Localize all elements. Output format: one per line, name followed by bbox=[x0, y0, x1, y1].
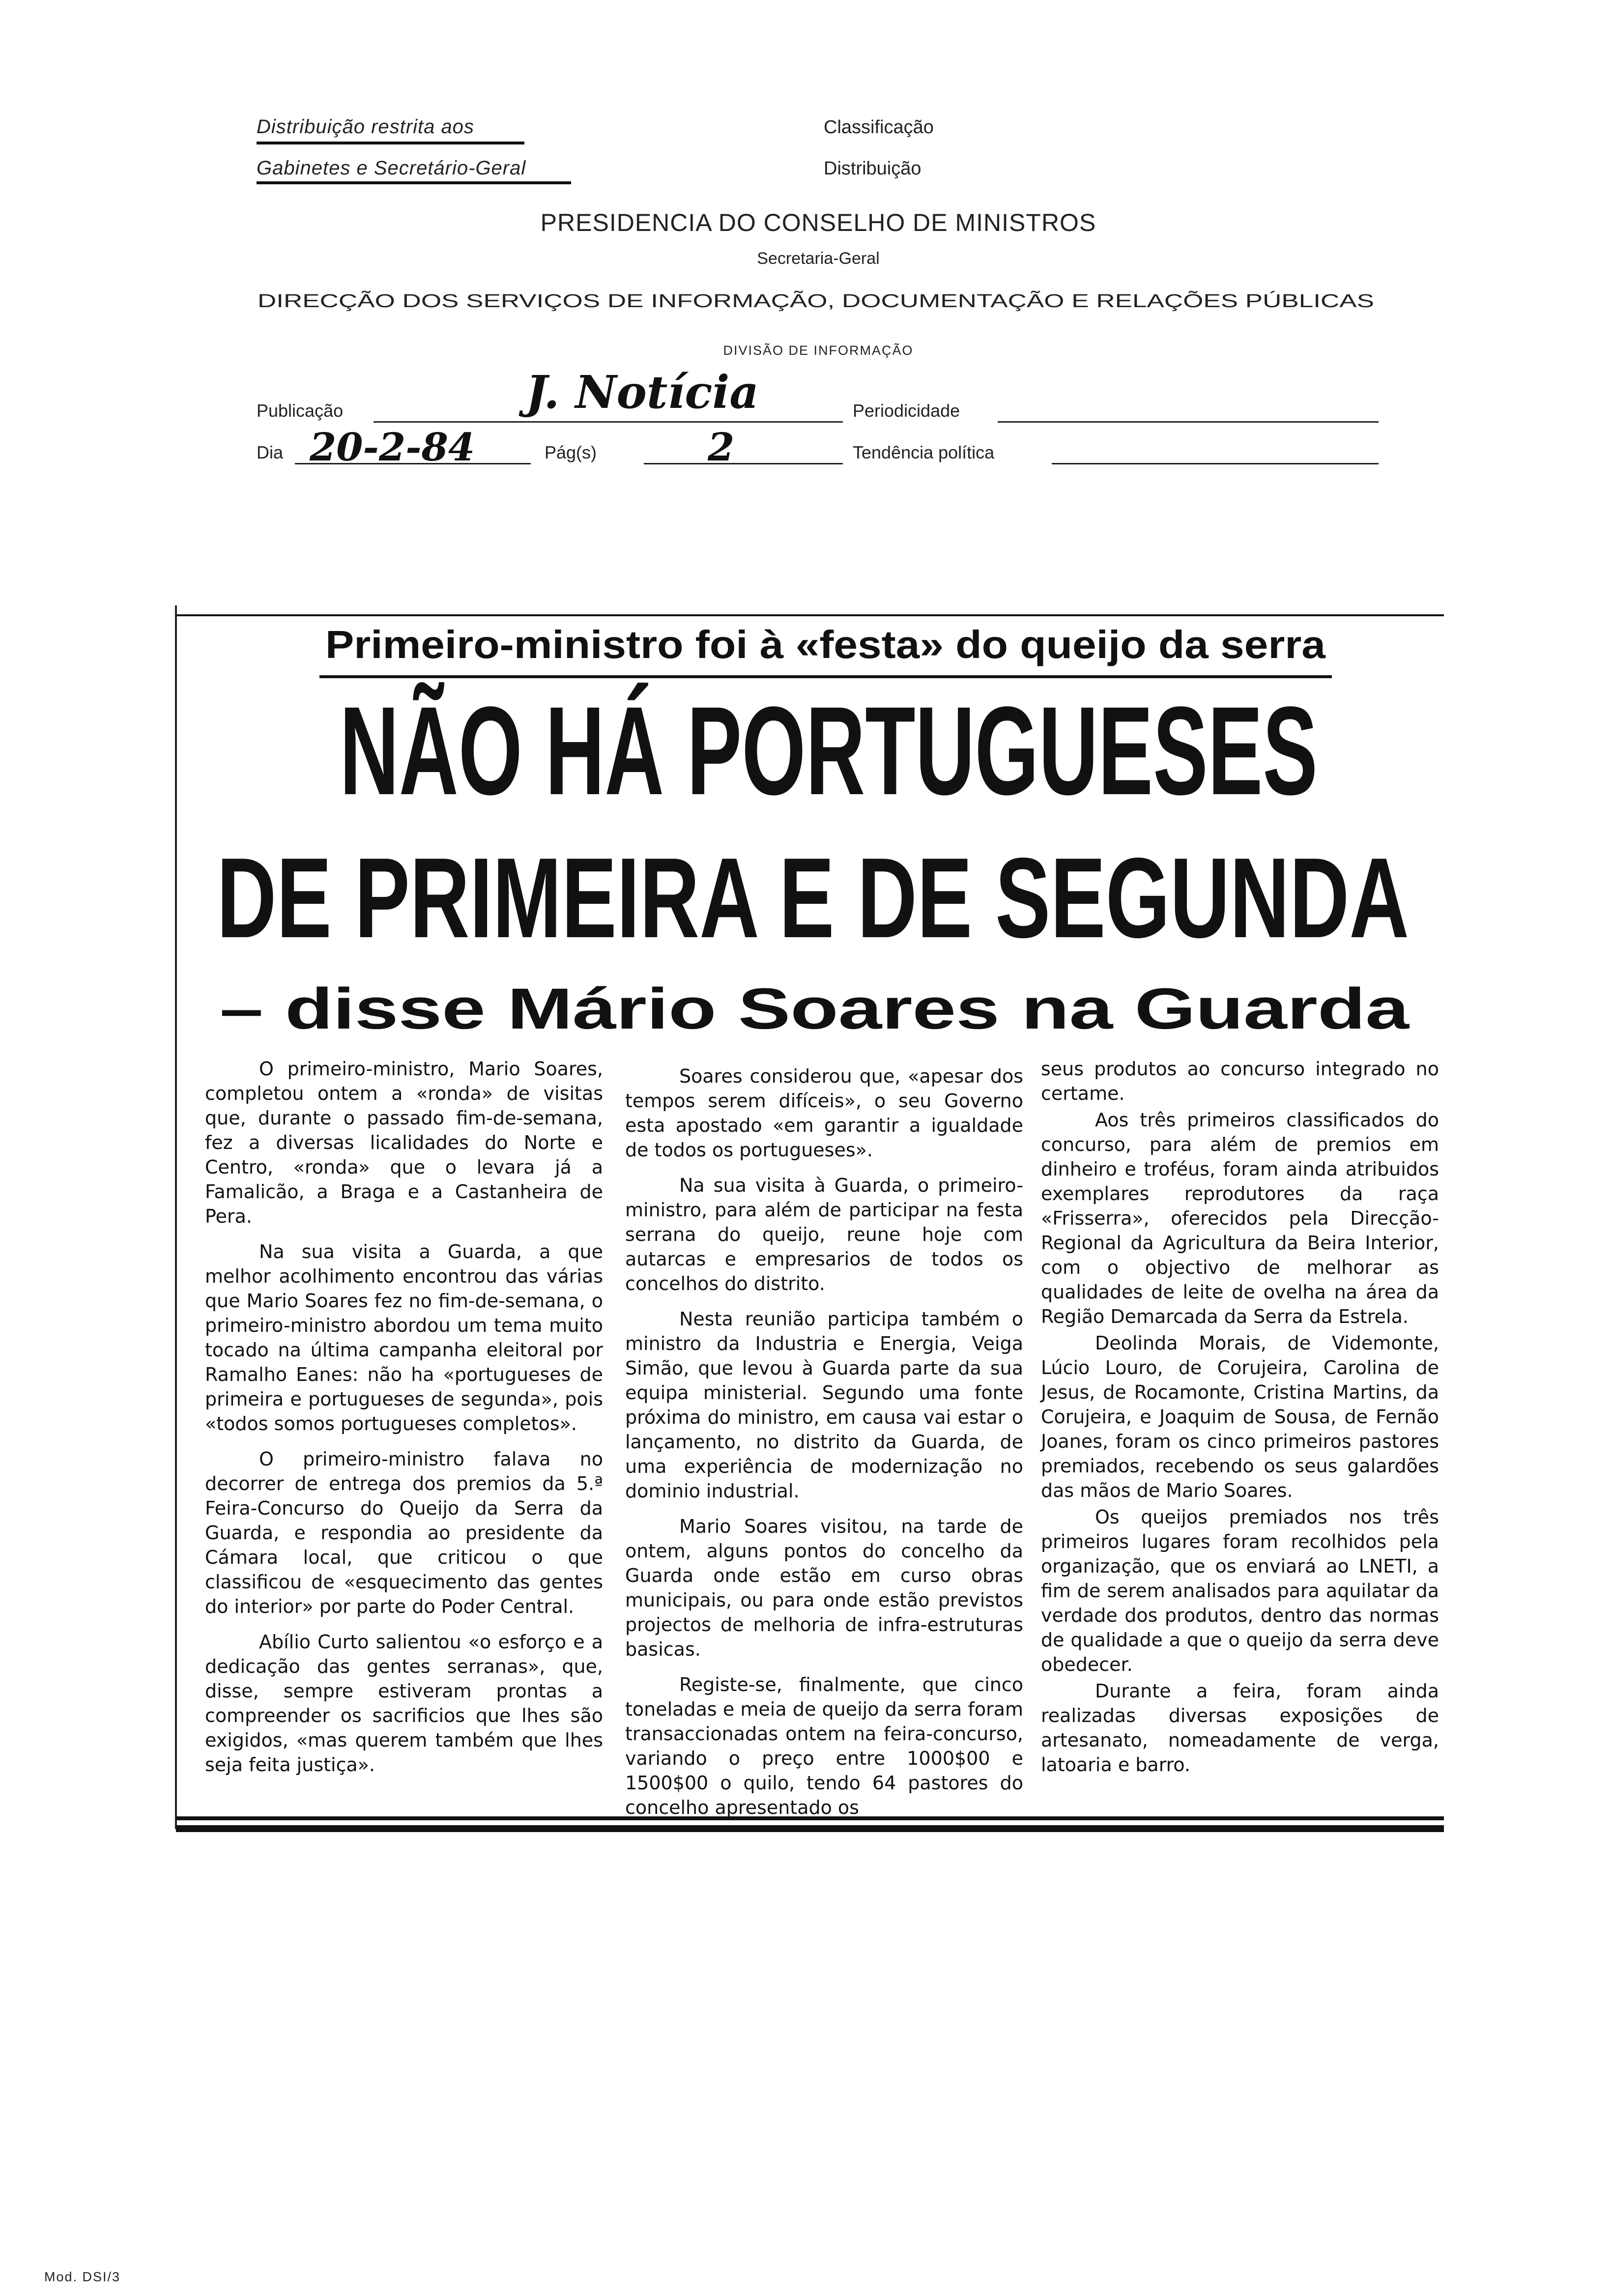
paragraph: O primeiro-ministro falava no decorrer de entrega dos premios da 5.ª Feira-Concurso do Queijo da Serra da Guarda, e respondia ao presidente da Cámara local, que criticou o que classificou de «esquecimento das gentes do interior» por parte do Poder Central. bbox=[205, 1448, 603, 1617]
day-value: 20-2-84 bbox=[310, 425, 475, 470]
tendency-label: Tendência política bbox=[853, 442, 995, 462]
paragraph: Aos três primeiros classificados do concurso, para além de premios em dinheiro e troféus, foram ainda atribuidos exemplares reprodutores da raça «Frisserra», oferecidos pela Direcção-Regional da Agricultura da Beira Interior, com o objectivo de melhorar as qualidades de leite de ovelha na área da Região Demarcada da Serra da Estrela. bbox=[1041, 1109, 1439, 1327]
paragraph: Soares considerou que, «apesar dos tempos serem difíceis», o seu Governo esta apostado «em garantir a igualdade de todos os portugueses». bbox=[625, 1065, 1023, 1161]
paragraph: Os queijos premiados nos três primeiros lugares foram recolhidos pela organização, que os enviará ao LNETI, a fim de serem analisados para aquilatar da verdade dos produtos, dentro das normas de qualidade a que o queijo da serra deve obedecer. bbox=[1041, 1506, 1439, 1675]
publication-label: Publicação bbox=[257, 401, 344, 421]
headline-line2: DE PRIMEIRA E DE SEGUNDA bbox=[217, 834, 1409, 962]
pages-label: Pág(s) bbox=[545, 442, 597, 462]
distribution-restriction-line2: Gabinetes e Secretário-Geral bbox=[257, 157, 526, 179]
form-code: Mod. DSI/3 bbox=[44, 2269, 121, 2284]
article-column-3 bbox=[1041, 1057, 1439, 1779]
directorate: DIRECÇÃO DOS SERVIÇOS DE INFORMAÇÃO, DOCUMENTAÇÃO E RELAÇÕES PÚBLICAS bbox=[258, 291, 1374, 312]
directorate-box bbox=[258, 291, 1374, 312]
periodicity-field-line bbox=[998, 421, 1379, 423]
underline bbox=[257, 181, 571, 184]
subheadline-box bbox=[220, 976, 1409, 1041]
classification-label: Classificação bbox=[824, 117, 934, 138]
distribution-label: Distribuição bbox=[824, 158, 921, 179]
article-column-2 bbox=[625, 1064, 1023, 1831]
paragraph: Abílio Curto salientou «o esforço e a dedicação das gentes serranas», que, disse, sempre estiveram prontas a compreender os sacrificios que lhes são exigidos, «mas querem também que lhes seja feita justiça». bbox=[205, 1631, 603, 1776]
headline-line1: NÃO HÁ PORTUGUESES bbox=[340, 681, 1318, 821]
kicker: Primeiro-ministro foi à «festa» do queijo da serra bbox=[325, 623, 1325, 666]
kicker-box bbox=[325, 625, 1325, 664]
clipping-left-border bbox=[175, 605, 177, 1829]
paragraph: Deolinda Morais, de Videmonte, Lúcio Louro, de Corujeira, Carolina de Jesus, de Rocamonte, Cristina Martins, da Corujeira, e Joaquim de Sousa, de Fernão Joanes, foram os cinco primeiros pastores premiados, recebendo os seus galardões das mãos de Mario Soares. bbox=[1041, 1332, 1439, 1501]
paragraph: Mario Soares visitou, na tarde de ontem, alguns pontos do concelho da Guarda onde estão em curso obras municipais, ou para onde estão previstos projectos de melhoria de infra-estruturas basicas. bbox=[625, 1516, 1023, 1660]
kicker-underline bbox=[319, 675, 1332, 678]
headline-line1-box bbox=[340, 681, 1318, 821]
pages-value: 2 bbox=[708, 425, 735, 470]
paragraph: seus produtos ao concurso integrado no certame. bbox=[1041, 1058, 1439, 1104]
clipping-top-border bbox=[176, 614, 1444, 616]
paragraph: Registe-se, finalmente, que cinco toneladas e meia de queijo da serra foram transaccionadas ontem na feira-concurso, variando o preço entre 1000$00 e 1500$00 o quilo, tendo 64 pastores do concelho apresentado os bbox=[625, 1674, 1023, 1818]
paragraph: Durante a feira, foram ainda realizadas diversas exposições de artesanato, nomeadamente de verga, latoaria e barro. bbox=[1041, 1680, 1439, 1776]
day-label: Dia bbox=[257, 442, 284, 462]
subheadline: – disse Mário Soares na Guarda bbox=[220, 976, 1409, 1041]
division: DIVISÃO DE INFORMAÇÃO bbox=[723, 343, 914, 358]
publication-value: J. Notícia bbox=[526, 366, 759, 419]
paragraph: Nesta reunião participa também o ministro da Industria e Energia, Veiga Simão, que levou à Guarda parte da sua equipa ministerial. Segundo uma fonte próxima do ministro, em causa vai estar o lançamento, no distrito da Guarda, de uma experiência de modernização no dominio industrial. bbox=[625, 1308, 1023, 1502]
paragraph: O primeiro-ministro, Mario Soares, completou ontem a «ronda» de visitas que, durante o passado fim-de-semana, fez a diversas licalidades do Norte e Centro, «ronda» que o levara já a Famalicão, a Braga e a Castanheira de Pera. bbox=[205, 1058, 603, 1227]
paragraph: Na sua visita à Guarda, o primeiro-ministro, para além de participar na festa serrana do queijo, reune hoje com autarcas e empresarios de todos os concelhos do distrito. bbox=[625, 1175, 1023, 1294]
headline-line2-box bbox=[217, 834, 1409, 962]
org-subtitle: Secretaria-Geral bbox=[757, 249, 880, 268]
distribution-restriction-line1: Distribuição restrita aos bbox=[257, 116, 474, 138]
org-title: PRESIDENCIA DO CONSELHO DE MINISTROS bbox=[540, 209, 1096, 236]
publication-field-line bbox=[374, 421, 843, 423]
tendency-field-line bbox=[1052, 463, 1379, 464]
underline bbox=[257, 142, 524, 144]
paragraph: Na sua visita a Guarda, a que melhor acolhimento encontrou das várias que Mario Soares fez no fim-de-semana, o primeiro-ministro abordou um tema muito tocado na última campanha eleitoral por Ramalho Eanes: não ha «portugueses de primeira e portugueses de segunda», pois «todos somos portugueses completos». bbox=[205, 1241, 603, 1435]
article-column-1 bbox=[205, 1057, 603, 1788]
periodicity-label: Periodicidade bbox=[853, 401, 960, 421]
pages-field-line bbox=[644, 463, 843, 464]
